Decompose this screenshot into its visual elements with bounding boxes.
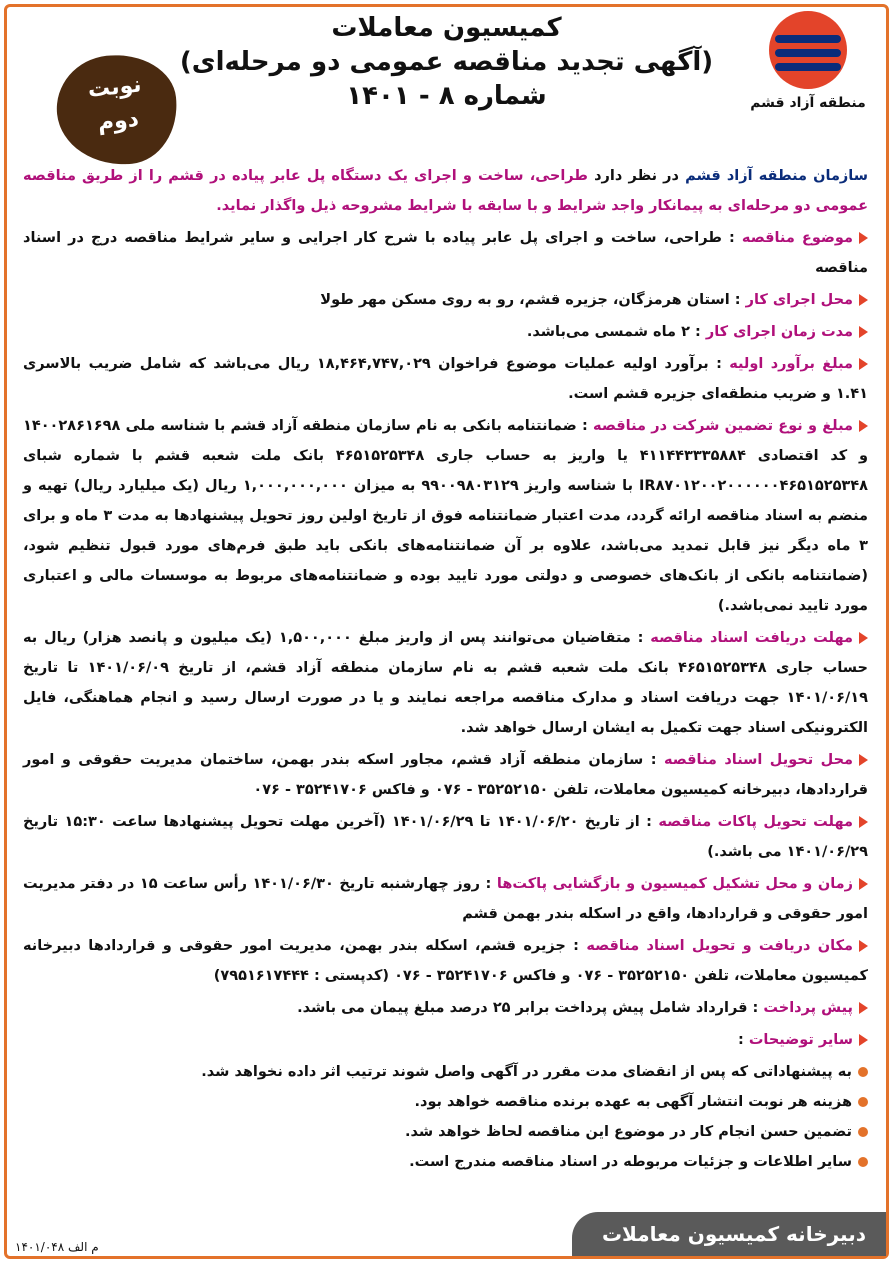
- section-envelope-deadline: [23, 807, 868, 867]
- list-item: [23, 1117, 868, 1147]
- section-label: مدت زمان اجرای کار: [705, 324, 853, 340]
- section-text: : جزیره قشم، اسکله بندر بهمن، مدیریت امور حقوقی و قراردادها دبیرخانه کمیسیون معاملات، تلفن ۳۵۲۵۲۱۵۰ - ۰۷۶ و فاکس ۳۵۲۴۱۷۰۶ - ۰۷۶ (کدپستی : ۷۹۵۱۶۱۷۴۴۴): [23, 938, 868, 984]
- badge-line-2: دوم: [96, 106, 140, 137]
- ad-code: م الف ۱۴۰۱/۰۴۸: [15, 1240, 99, 1254]
- organization-name: سازمان منطقه آزاد قشم: [685, 168, 868, 184]
- section-prepayment: [23, 993, 868, 1023]
- notice-titles: [157, 13, 736, 111]
- arrow-icon: [859, 358, 868, 370]
- section-label: زمان و محل تشکیل کمیسیون و بازگشایی پاکت‌ها: [496, 876, 853, 892]
- edition-badge: [52, 49, 183, 171]
- note-text: هزینه هر نوبت انتشار آگهی به عهده برنده مناقصه خواهد بود.: [414, 1094, 852, 1110]
- notes-list: [23, 1057, 868, 1177]
- arrow-icon: [859, 816, 868, 828]
- section-text: : سازمان منطقه آزاد قشم، مجاور اسکه بندر بهمن، ساختمان مدیریت حقوقی و امور قراردادها، دبیرخانه کمیسیون معاملات، تلفن ۳۵۲۵۲۱۵۰ - ۰۷۶ و فاکس ۳۵۲۴۱۷۰۶ - ۰۷۶: [23, 752, 868, 798]
- intro-text-2: طراحی، ساخت و اجرای یک دستگاه پل عابر پیاده در قشم را از طریق مناقصه عمومی دو مرحله‌ای به پیمانکار واجد شرایط و با سابقه با شرایط مشروحه ذیل واگذار نماید.: [23, 168, 868, 214]
- section-text: : ضمانتنامه بانکی به نام سازمان منطقه آزاد قشم با شناسه ملی ۱۴۰۰۲۸۶۱۶۹۸ و کد اقتصادی ۴۱۱۴۴۳۳۳۵۸۸۴ یا واریز به حساب جاری ۴۶۵۱۵۲۵۳۴۸ بانک ملت شعبه قشم با شماره شبای IR۸۷۰۱۲۰۰۲۰۰۰۰۰۰۴۶۵۱۵۲۵۳۴۸ با شناسه واریز ۹۹۰۰۹۸۰۳۱۲۹ به میزان ۱,۰۰۰,۰۰۰,۰۰۰ ریال (یک میلیارد ریال) تهیه و منضم به اسناد مناقصه ارائه گردد، مدت اعتبار ضمانتنامه فوق از تاریخ اولین روز تحویل پیشنهادها به مدت ۳ ماه و برای ۳ ماه دیگر نیز قابل تمدید می‌باشد، علاوه بر آن ضمانتنامه‌های بانکی باید طبق فرم‌های مورد قبول تنظیم شود، (ضمانتنامه بانکی از بانک‌های خصوصی و دولتی مورد تایید بوده و ضمانتنامه‌های مربوط به موسسات مالی و اعتباری مورد تایید نمی‌باشد.): [23, 418, 868, 614]
- section-label: مهلت تحویل پاکات مناقصه: [658, 814, 853, 830]
- section-subject: [23, 223, 868, 283]
- section-document-delivery: [23, 745, 868, 805]
- badge-line-1: نوبت: [86, 72, 143, 103]
- arrow-icon: [859, 420, 868, 432]
- section-label: سایر توضیحات: [748, 1032, 853, 1048]
- section-text: : ۲ ماه شمسی می‌باشد.: [526, 324, 706, 340]
- section-label: مبلغ و نوع تضمین شرکت در مناقصه: [593, 418, 853, 434]
- section-text: : برآورد اولیه عملیات موضوع فراخوان ۱۸,۴۶۴,۷۴۷,۰۲۹ ریال می‌باشد که شامل ضریب بالاسری ۱.۴۱ و ضریب منطقه‌ای جزیره قشم است.: [23, 356, 868, 402]
- bullet-icon: [858, 1127, 868, 1137]
- notice-body: [7, 157, 886, 1177]
- intro-text-1: در نظر دارد: [587, 168, 686, 184]
- section-label: پیش پرداخت: [763, 1000, 853, 1016]
- list-item: [23, 1087, 868, 1117]
- tender-notice: [4, 4, 889, 1259]
- bullet-icon: [858, 1157, 868, 1167]
- section-location: [23, 285, 868, 315]
- section-label: مهلت دریافت اسناد مناقصه: [650, 630, 853, 646]
- arrow-icon: [859, 326, 868, 338]
- section-duration: [23, 317, 868, 347]
- note-text: تضمین حسن انجام کار در موضوع این مناقصه لحاظ خواهد شد.: [404, 1124, 852, 1140]
- section-label: محل تحویل اسناد مناقصه: [663, 752, 854, 768]
- section-text: : متقاضیان می‌توانند پس از واریز مبلغ ۱,۵۰۰,۰۰۰ (یک میلیون و پانصد هزار) ریال به حساب جاری ۴۶۵۱۵۲۵۳۴۸ بانک ملت شعبه قشم به نام سازمان منطقه آزاد قشم، از تاریخ ۱۴۰۱/۰۶/۰۹ تا تاریخ ۱۴۰۱/۰۶/۱۹ جهت دریافت اسناد و مدارک مناقصه مراجعه نمایند و یا در صورت ارسال رسید و انجام هماهنگی، فایل الکترونیکی اسناد جهت تکمیل به ایشان ارسال خواهد شد.: [23, 630, 868, 736]
- bullet-icon: [858, 1067, 868, 1077]
- section-document-deadline: [23, 623, 868, 743]
- section-text: : طراحی، ساخت و اجرای پل عابر پیاده با شرح کار اجرایی و سایر شرایط مناقصه درج در اسناد مناقصه: [23, 230, 868, 276]
- arrow-icon: [859, 878, 868, 890]
- note-text: به پیشنهاداتی که پس از انقضای مدت مقرر در آگهی واصل شوند ترتیب اثر داده نخواهد شد.: [201, 1064, 852, 1080]
- section-guarantee: [23, 411, 868, 621]
- list-item: [23, 1147, 868, 1177]
- bullet-icon: [858, 1097, 868, 1107]
- section-other-notes: [23, 1025, 868, 1055]
- arrow-icon: [859, 940, 868, 952]
- section-estimate: [23, 349, 868, 409]
- section-label: مبلغ برآورد اولیه: [729, 356, 853, 372]
- arrow-icon: [859, 754, 868, 766]
- section-opening: [23, 869, 868, 929]
- org-logo: [748, 11, 868, 111]
- arrow-icon: [859, 1034, 868, 1046]
- section-text: : استان هرمزگان، جزیره قشم، رو به روی مسکن مهر طولا: [320, 292, 746, 308]
- section-label: موضوع مناقصه: [741, 230, 853, 246]
- notice-footer: [7, 1210, 886, 1256]
- note-text: سایر اطلاعات و جزئیات مربوطه در اسناد مناقصه مندرج است.: [409, 1154, 852, 1170]
- section-text: : قرارداد شامل پیش پرداخت برابر ۲۵ درصد مبلغ پیمان می باشد.: [297, 1000, 764, 1016]
- arrow-icon: [859, 1002, 868, 1014]
- section-text: : از تاریخ ۱۴۰۱/۰۶/۲۰ تا ۱۴۰۱/۰۶/۲۹ (آخرین مهلت تحویل پیشنهادها ساعت ۱۵:۳۰ تاریخ ۱۴۰۱/۰۶/۲۹ می باشد.): [23, 814, 868, 860]
- page-title: کمیسیون معاملات: [331, 13, 562, 43]
- intro-paragraph: [23, 161, 868, 221]
- signature-tag: دبیرخانه کمیسیون معاملات: [572, 1212, 886, 1256]
- section-label: محل اجرای کار: [745, 292, 853, 308]
- logo-caption: منطقه آزاد قشم: [750, 95, 866, 111]
- section-text: :: [737, 1032, 749, 1048]
- section-label: مکان دریافت و تحویل اسناد مناقصه: [586, 938, 853, 954]
- notice-header: [7, 7, 886, 157]
- section-text: : روز چهارشنبه تاریخ ۱۴۰۱/۰۶/۳۰ رأس ساعت ۱۵ در دفتر مدیریت امور حقوقی و قراردادها، واقع در اسکله بندر بهمن قشم: [23, 876, 868, 922]
- arrow-icon: [859, 294, 868, 306]
- arrow-icon: [859, 632, 868, 644]
- list-item: [23, 1057, 868, 1087]
- qeshm-logo-icon: [769, 11, 847, 89]
- notice-subtitle: (آگهی تجدید مناقصه عمومی دو مرحله‌ای): [179, 47, 714, 77]
- notice-number: شماره ۸ - ۱۴۰۱: [346, 81, 547, 111]
- section-address: [23, 931, 868, 991]
- arrow-icon: [859, 232, 868, 244]
